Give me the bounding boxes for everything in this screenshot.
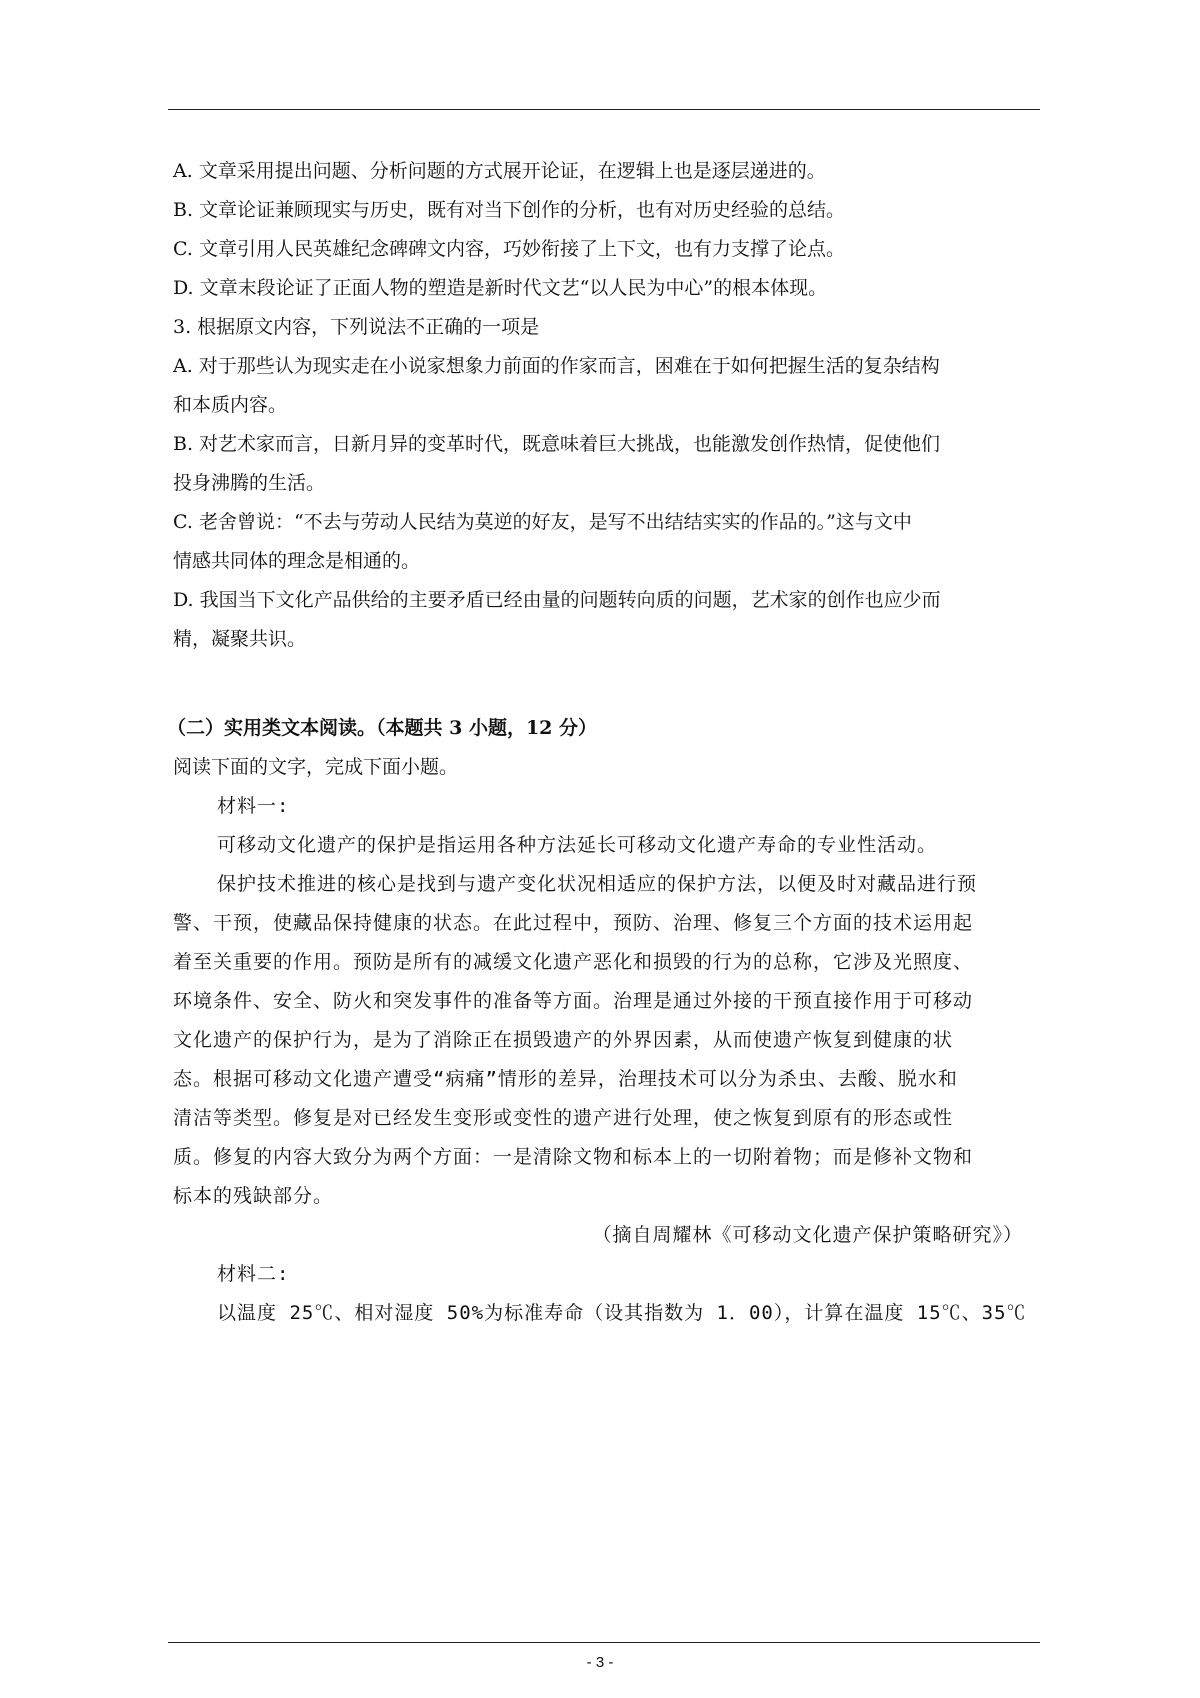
q3-option-d-line-2: 精，凝聚共识。 [173,628,307,650]
q3-option-c [173,503,1041,581]
q2-option-d: D. 文章末段论证了正面人物的塑造是新时代文艺“以人民为中心”的根本体现。 [173,277,828,299]
material-one [173,787,1041,1255]
material-one-paragraph-2-line: 保护技术推进的核心是找到与遗产变化状况相适应的保护方法，以便及时对藏品进行预 [217,873,978,895]
q3-option-b [173,425,1041,503]
material-one-paragraph-2-line: 质。修复的内容大致分为两个方面：一是清除文物和标本上的一切附着物；而是修补文物和 [173,1146,974,1168]
material-two-label: 材料二: [217,1263,290,1285]
section-instruction: 阅读下面的文字，完成下面小题。 [173,756,459,778]
page-content [167,152,1041,1333]
material-one-paragraph-2-line: 着至关重要的作用。预防是所有的减缓文化遗产恶化和损毁的行为的总称，它涉及光照度、 [173,951,974,973]
material-two [173,1255,1041,1333]
q3-option-b-line-2: 投身沸腾的生活。 [173,472,326,494]
material-two-paragraph-1: 以温度 25℃、相对湿度 50%为标准寿命（设其指数为 1．00），计算在温度 15℃、35℃ [217,1302,1027,1324]
material-one-paragraph-2-line: 警、干预，使藏品保持健康的状态。在此过程中，预防、治理、修复三个方面的技术运用起 [173,912,974,934]
q3-option-a-line-1: A. 对于那些认为现实走在小说家想象力前面的作家而言，困难在于如何把握生活的复杂结构 [173,355,940,377]
q3-stem: 3. 根据原文内容，下列说法不正确的一项是 [173,316,540,338]
q3-option-a [173,347,1041,425]
material-one-paragraph-2-line: 环境条件、安全、防火和突发事件的准备等方面。治理是通过外接的干预直接作用于可移动 [173,990,974,1012]
material-one-label: 材料一: [217,795,290,817]
q2-option-a: A. 文章采用提出问题、分析问题的方式展开论证，在逻辑上也是逐层递进的。 [173,160,826,182]
footer-rule [168,1642,1040,1643]
material-one-paragraph-1: 可移动文化遗产的保护是指运用各种方法延长可移动文化遗产寿命的专业性活动。 [217,834,938,856]
material-one-paragraph-2-line: 清洁等类型。修复是对已经发生变形或变性的遗产进行处理，使之恢复到原有的形态或性 [173,1107,954,1129]
q2-option-c: C. 文章引用人民英雄纪念碑碑文内容，巧妙衔接了上下文，也有力支撑了论点。 [173,238,845,260]
material-one-paragraph-2-line: 态。根据可移动文化遗产遭受“病痛”情形的差异，治理技术可以分为杀虫、去酸、脱水和 [173,1068,958,1090]
material-one-paragraph-2-line: 标本的残缺部分。 [173,1185,334,1207]
q3-option-c-line-1: C. 老舍曾说：“不去与劳动人民结为莫逆的好友，是写不出结结实实的作品的。”这与文中 [173,511,912,533]
material-one-source: （摘自周耀林《可移动文化遗产保护策略研究》） [592,1224,1023,1246]
header-rule [168,109,1040,110]
q3-option-c-line-2: 情感共同体的理念是相通的。 [173,550,421,572]
page-number: - 3 - [586,1654,614,1671]
q3-option-d-line-1: D. 我国当下文化产品供给的主要矛盾已经由量的问题转向质的问题，艺术家的创作也应少而 [173,589,941,611]
material-one-paragraph-2-line: 文化遗产的保护行为，是为了消除正在损毁遗产的外界因素，从而使遗产恢复到健康的状 [173,1029,954,1051]
section-heading: （二）实用类文本阅读。（本题共 3 小题，12 分） [167,717,598,739]
q2-option-b: B. 文章论证兼顾现实与历史，既有对当下创作的分析，也有对历史经验的总结。 [173,199,846,221]
q3-option-b-line-1: B. 对艺术家而言，日新月异的变革时代，既意味着巨大挑战，也能激发创作热情，促使他们 [173,433,941,455]
q3-option-d [173,581,1041,659]
q3-option-a-line-2: 和本质内容。 [173,394,288,416]
